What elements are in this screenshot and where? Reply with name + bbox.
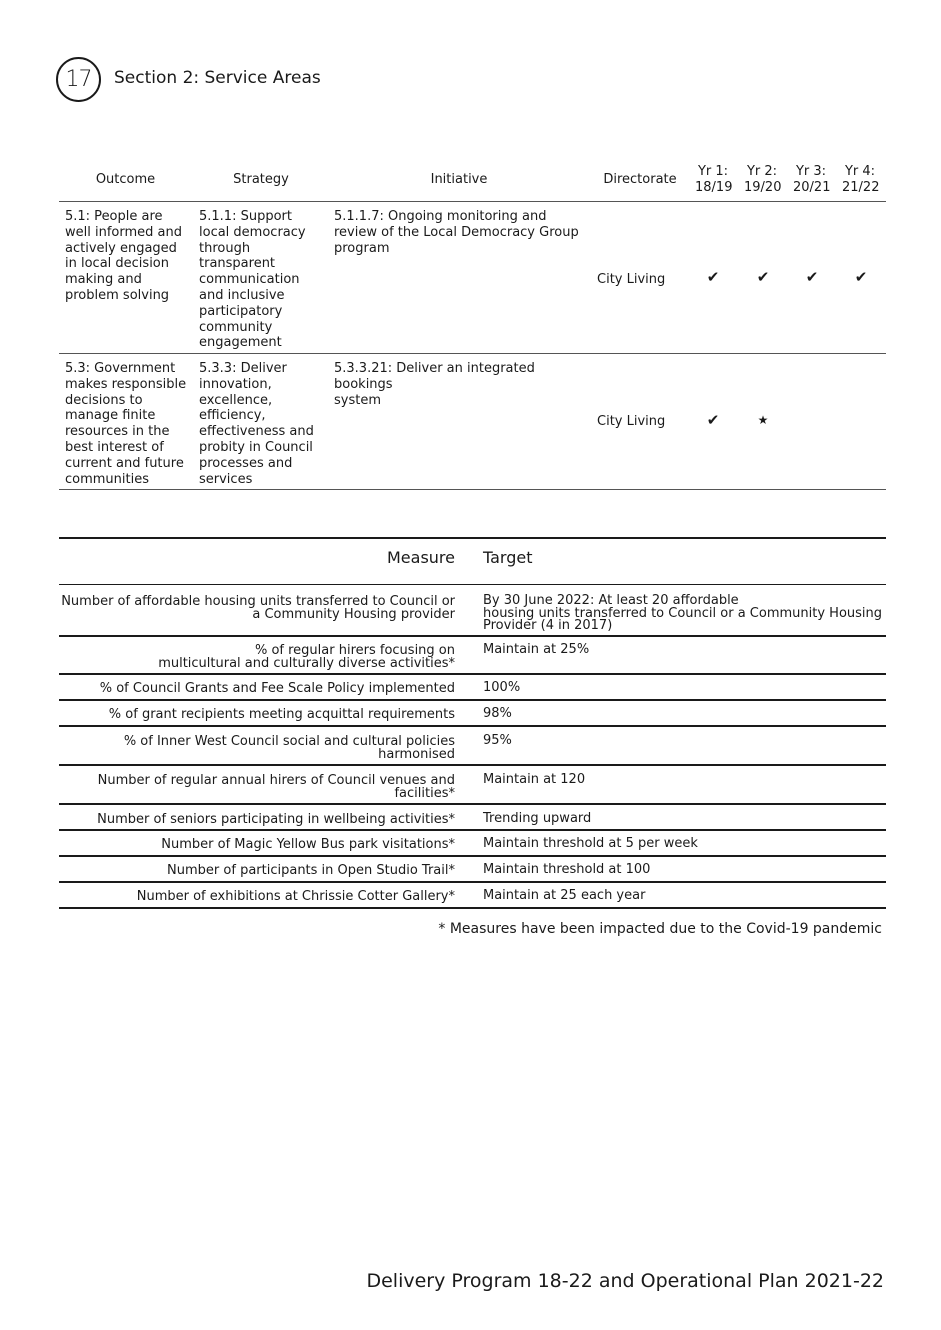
header-directorate: Directorate [603, 172, 677, 187]
directorate-cell: City Living [597, 414, 666, 429]
measures-table [59, 537, 886, 909]
measure-cell: % of grant recipients meeting acquittal requirements [108, 707, 455, 722]
measure-cell: Number of participants in Open Studio Trail* [167, 863, 455, 878]
header-yr1: Yr 1: 18/19 [695, 164, 733, 195]
target-cell: Maintain threshold at 100 [483, 862, 651, 877]
measure-cell: % of Council Grants and Fee Scale Policy implemented [99, 681, 455, 696]
header-outcome: Outcome [95, 172, 156, 187]
measure-row [59, 805, 886, 831]
header-yr2: Yr 2: 19/20 [744, 164, 782, 195]
measure-row [59, 857, 886, 883]
initiative-cell: 5.3.3.21: Deliver an integrated bookings system [334, 361, 535, 408]
target-cell: 98% [483, 706, 512, 721]
target-cell: By 30 June 2022: At least 20 affordable housing units transferred to Council or a Community Housing Provider (4 in 2017) [483, 593, 883, 633]
initiative-row [59, 353, 886, 490]
checkmark-icon: ✔ [706, 268, 720, 286]
target-cell: Maintain at 25% [483, 642, 590, 657]
target-cell: 95% [483, 733, 512, 748]
outcome-cell: 5.3: Government makes responsible decisions to manage finite resources in the best interest of current and future communities [65, 361, 187, 487]
measure-cell: % of regular hirers focusing on multicultural and culturally diverse activities* [158, 643, 455, 671]
header-yr3: Yr 3: 20/21 [793, 164, 831, 195]
initiative-cell: 5.1.1.7: Ongoing monitoring and review of the Local Democracy Group program [334, 209, 579, 256]
star-icon: ★ [757, 413, 769, 427]
measure-cell: Number of regular annual hirers of Council venues and facilities* [97, 773, 455, 801]
measure-row [59, 766, 886, 805]
measure-row [59, 675, 886, 701]
checkmark-icon: ✔ [706, 411, 720, 429]
checkmark-icon: ✔ [756, 268, 770, 286]
strategy-cell: 5.1.1: Support local democracy through transparent communication and inclusive participatory community engagement [199, 209, 306, 351]
measure-row [59, 831, 886, 857]
target-cell: Maintain threshold at 5 per week [483, 836, 698, 851]
target-cell: Maintain at 25 each year [483, 888, 646, 903]
measure-row [59, 727, 886, 766]
header-initiative: Initiative [430, 172, 488, 187]
initiative-row [59, 201, 886, 354]
measure-row [59, 585, 886, 637]
measure-cell: Number of Magic Yellow Bus park visitations* [161, 837, 455, 852]
initiatives-table-header [59, 160, 886, 202]
footer-title: Delivery Program 18-22 and Operational Plan 2021-22 [366, 1270, 884, 1292]
measure-cell: % of Inner West Council social and cultural policies harmonised [123, 734, 455, 762]
target-cell: 100% [483, 680, 521, 695]
target-cell: Trending upward [483, 811, 592, 826]
page-number: 17 [65, 67, 92, 92]
measure-cell: Number of seniors participating in wellbeing activities* [97, 812, 455, 827]
section-title: Section 2: Service Areas [114, 68, 321, 88]
checkmark-icon: ✔ [854, 268, 868, 286]
measure-cell: Number of exhibitions at Chrissie Cotter Gallery* [136, 889, 455, 904]
target-cell: Maintain at 120 [483, 772, 586, 787]
strategy-cell: 5.3.3: Deliver innovation, excellence, efficiency, effectiveness and probity in Council processes and services [199, 361, 314, 487]
measure-row [59, 637, 886, 675]
header-yr4: Yr 4: 21/22 [842, 164, 880, 195]
header-measure: Measure [387, 548, 455, 567]
page-number-badge [56, 57, 101, 102]
measure-row [59, 883, 886, 909]
measures-table-header [59, 537, 886, 585]
header-strategy: Strategy [233, 172, 289, 187]
measure-row [59, 701, 886, 727]
covid-footnote: * Measures have been impacted due to the Covid-19 pandemic [438, 921, 882, 937]
measure-cell: Number of affordable housing units transferred to Council or a Community Housing provider [61, 594, 455, 622]
checkmark-icon: ✔ [805, 268, 819, 286]
header-target: Target [483, 548, 533, 567]
directorate-cell: City Living [597, 272, 666, 287]
outcome-cell: 5.1: People are well informed and actively engaged in local decision making and problem solving [65, 209, 182, 303]
